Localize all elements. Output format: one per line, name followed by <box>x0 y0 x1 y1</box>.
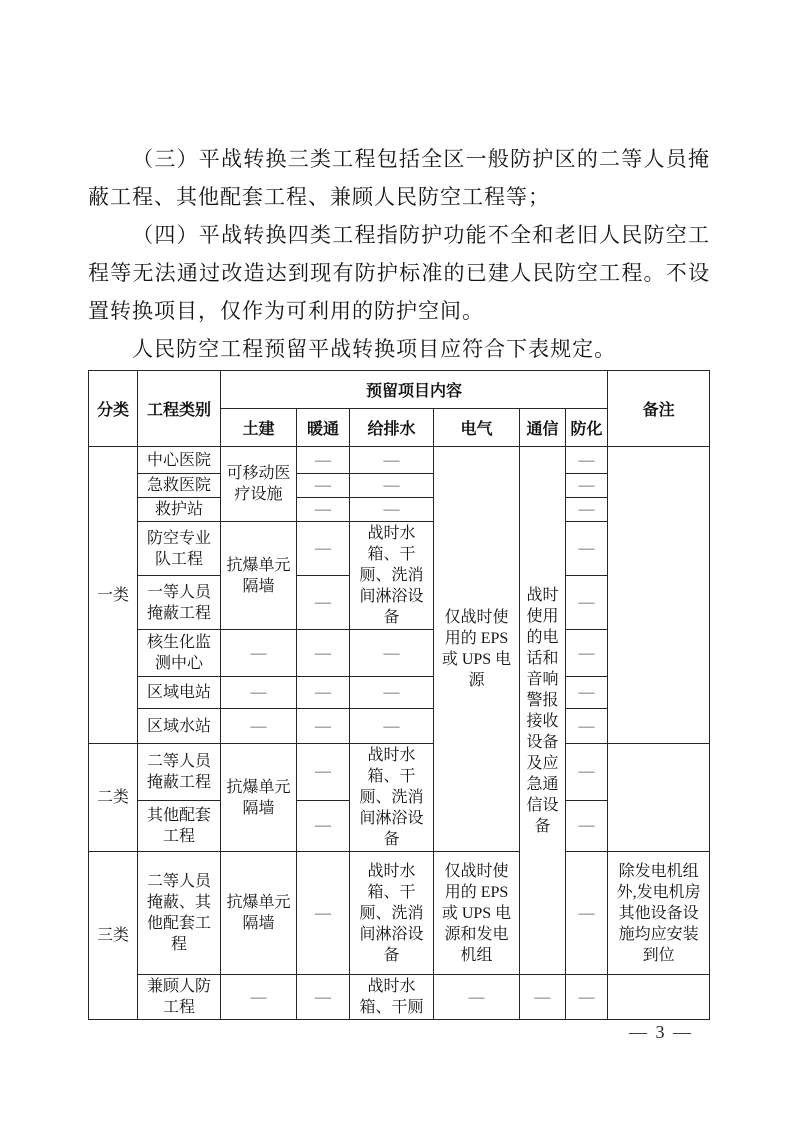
table-row-11 <box>89 975 710 1020</box>
table-cell: 防空专业队工程 <box>138 522 221 576</box>
header-row-1 <box>89 371 710 409</box>
table-cell: 仅战时使用的 EPS 或 UPS 电源和发电机组 <box>434 852 520 975</box>
table-cell: 除发电机组外,发电机房其他设备设施均应安装到位 <box>608 852 710 975</box>
table-cell-dash: — <box>566 576 608 630</box>
table-cell-dash: — <box>566 522 608 576</box>
table-cell-dash: — <box>297 975 350 1020</box>
table-cell: 其他配套工程 <box>138 800 221 851</box>
table-intro-sentence: 人民防空工程预留平战转换项目应符合下表规定。 <box>132 337 617 361</box>
table-cell-dash: — <box>350 630 434 677</box>
document-content <box>88 140 710 1020</box>
column-header-remarks: 备注 <box>608 371 710 447</box>
table-cell-dash: — <box>566 447 608 474</box>
table-row-8 <box>89 744 710 801</box>
table-cell: 二类 <box>89 744 138 852</box>
table-cell-empty <box>608 744 710 852</box>
column-subheader-2: 给排水 <box>350 409 434 447</box>
table-cell: 中心医院 <box>138 447 221 474</box>
table-cell-dash: — <box>297 709 350 744</box>
table-cell-dash: — <box>350 447 434 474</box>
paragraph-clause-4: （四）平战转换四类工程指防护功能不全和老旧人民防空工程等无法通过改造达到现有防护标准的已建人民防空工程。不设置转换项目，仅作为可利用的防护空间。 <box>88 223 710 323</box>
table-cell-dash: — <box>221 709 297 744</box>
table-cell-dash: — <box>297 677 350 709</box>
table-cell-dash: — <box>221 975 297 1020</box>
table-cell: 急救医院 <box>138 474 221 498</box>
table-cell: 仅战时使用的 EPS 或 UPS 电源 <box>434 447 520 852</box>
table-cell-dash: — <box>434 975 520 1020</box>
table-cell-dash: — <box>566 975 608 1020</box>
table-cell: 抗爆单元隔墙 <box>221 852 297 975</box>
table-cell-dash: — <box>297 474 350 498</box>
table-cell-dash: — <box>566 498 608 522</box>
table-cell: 战时水箱、干厕 <box>350 975 434 1020</box>
column-subheader-0: 土建 <box>221 409 297 447</box>
table-cell-dash: — <box>566 677 608 709</box>
column-subheader-3: 电气 <box>434 409 520 447</box>
table-cell-dash: — <box>566 709 608 744</box>
table-cell-dash: — <box>297 447 350 474</box>
table-cell: 可移动医疗设施 <box>221 447 297 522</box>
table-cell: 战时水箱、干厕、洗消间淋浴设备 <box>350 852 434 975</box>
column-subheader-1: 暖通 <box>297 409 350 447</box>
table-cell: 区域水站 <box>138 709 221 744</box>
table-cell: 战时水箱、干厕、洗消间淋浴设备 <box>350 744 434 852</box>
table-cell-dash: — <box>566 630 608 677</box>
table-cell-dash: — <box>566 852 608 975</box>
table-cell: 一类 <box>89 447 138 744</box>
column-subheader-4: 通信 <box>520 409 566 447</box>
table-cell-dash: — <box>566 800 608 851</box>
column-header-project-type: 工程类别 <box>138 371 221 447</box>
table-cell-dash: — <box>350 709 434 744</box>
table-row-10 <box>89 852 710 975</box>
table-cell-dash: — <box>350 474 434 498</box>
table-cell-empty <box>608 975 710 1020</box>
table-cell-dash: — <box>566 474 608 498</box>
table-cell: 战时水箱、干厕、洗消间淋浴设备 <box>350 522 434 630</box>
table-cell: 救护站 <box>138 498 221 522</box>
table-cell-dash: — <box>520 975 566 1020</box>
table-body <box>89 447 710 1020</box>
table-cell: 一等人员掩蔽工程 <box>138 576 221 630</box>
table-cell: 三类 <box>89 852 138 1020</box>
table-cell: 二等人员掩蔽工程 <box>138 744 221 801</box>
table-cell-dash: — <box>297 630 350 677</box>
table-cell: 战时使用的电话和音响警报接收设备及应急通信设备 <box>520 447 566 975</box>
table-cell: 核生化监测中心 <box>138 630 221 677</box>
table-cell: 二等人员掩蔽、其他配套工程 <box>138 852 221 975</box>
table-row-0 <box>89 447 710 474</box>
page-number-text: — 3 — <box>629 1022 693 1042</box>
page-number <box>629 1022 693 1043</box>
table-cell-dash: — <box>350 498 434 522</box>
table-cell-dash: — <box>221 630 297 677</box>
column-header-reserved-content: 预留项目内容 <box>221 371 608 409</box>
table-cell-dash: — <box>350 677 434 709</box>
column-subheader-5: 防化 <box>566 409 608 447</box>
table-cell-dash: — <box>297 522 350 576</box>
paragraph-clause-3: （三）平战转换三类工程包括全区一般防护区的二等人员掩蔽工程、其他配套工程、兼顾人民防空工程等； <box>88 147 710 209</box>
table-cell: 抗爆单元隔墙 <box>221 522 297 630</box>
table-cell-dash: — <box>566 744 608 801</box>
table-header <box>89 371 710 447</box>
table-cell-dash: — <box>297 800 350 851</box>
table-cell-dash: — <box>297 852 350 975</box>
table-cell-dash: — <box>221 677 297 709</box>
column-header-category: 分类 <box>89 371 138 447</box>
table-cell: 区域电站 <box>138 677 221 709</box>
conversion-requirements-table <box>88 370 710 1020</box>
table-cell: 抗爆单元隔墙 <box>221 744 297 852</box>
table-cell-dash: — <box>297 744 350 801</box>
table-cell: 兼顾人防工程 <box>138 975 221 1020</box>
table-cell-empty <box>608 447 710 744</box>
table-cell-dash: — <box>297 576 350 630</box>
table-cell-dash: — <box>297 498 350 522</box>
